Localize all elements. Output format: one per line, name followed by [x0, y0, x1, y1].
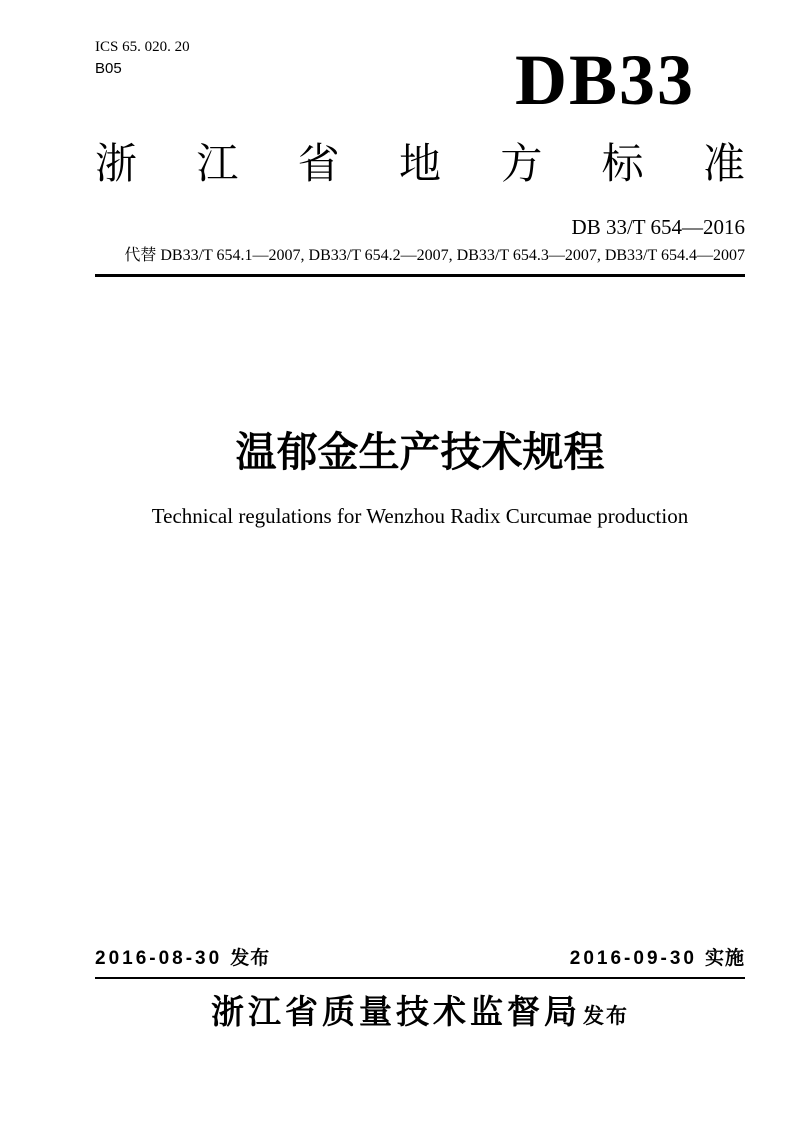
implement-date-value: 2016-09-30: [569, 948, 697, 969]
type-char-7: 准: [702, 140, 745, 187]
type-char-4: 地: [398, 140, 441, 187]
document-title-cn: 温郁金生产技术规程: [235, 429, 605, 475]
db33-logo: DB33: [514, 40, 695, 120]
standard-type-title: [95, 140, 745, 187]
publisher-row: [95, 994, 745, 1030]
replaces-note: 代替 DB33/T 654.1—2007, DB33/T 654.2—2007, DB33/T 654.3—2007, DB33/T 654.4—2007: [124, 247, 745, 264]
type-char-1: 浙: [95, 140, 138, 187]
classification-code: B05: [95, 60, 122, 77]
type-char-3: 省: [297, 140, 340, 187]
header-rule: [95, 274, 745, 277]
footer-rule: [95, 977, 745, 979]
document-title-en: Technical regulations for Wenzhou Radix Curcumae production: [151, 504, 689, 528]
ics-block: [95, 36, 190, 80]
type-char-6: 标: [601, 140, 644, 187]
implement-date: [570, 948, 745, 971]
issue-date-value: 2016-08-30: [95, 948, 223, 969]
type-char-5: 方: [500, 140, 543, 187]
publisher-name: 浙江省质量技术监督局: [211, 993, 581, 1030]
publish-label: 发布: [583, 1005, 629, 1028]
issue-date-label: 发布: [230, 948, 271, 969]
issue-date: [95, 948, 270, 971]
dates-row: [95, 948, 745, 971]
standard-number: DB 33/T 654—2016: [571, 215, 745, 239]
implement-date-label: 实施: [704, 948, 745, 969]
type-char-2: 江: [196, 140, 239, 187]
ics-code: ICS 65. 020. 20: [95, 39, 190, 55]
